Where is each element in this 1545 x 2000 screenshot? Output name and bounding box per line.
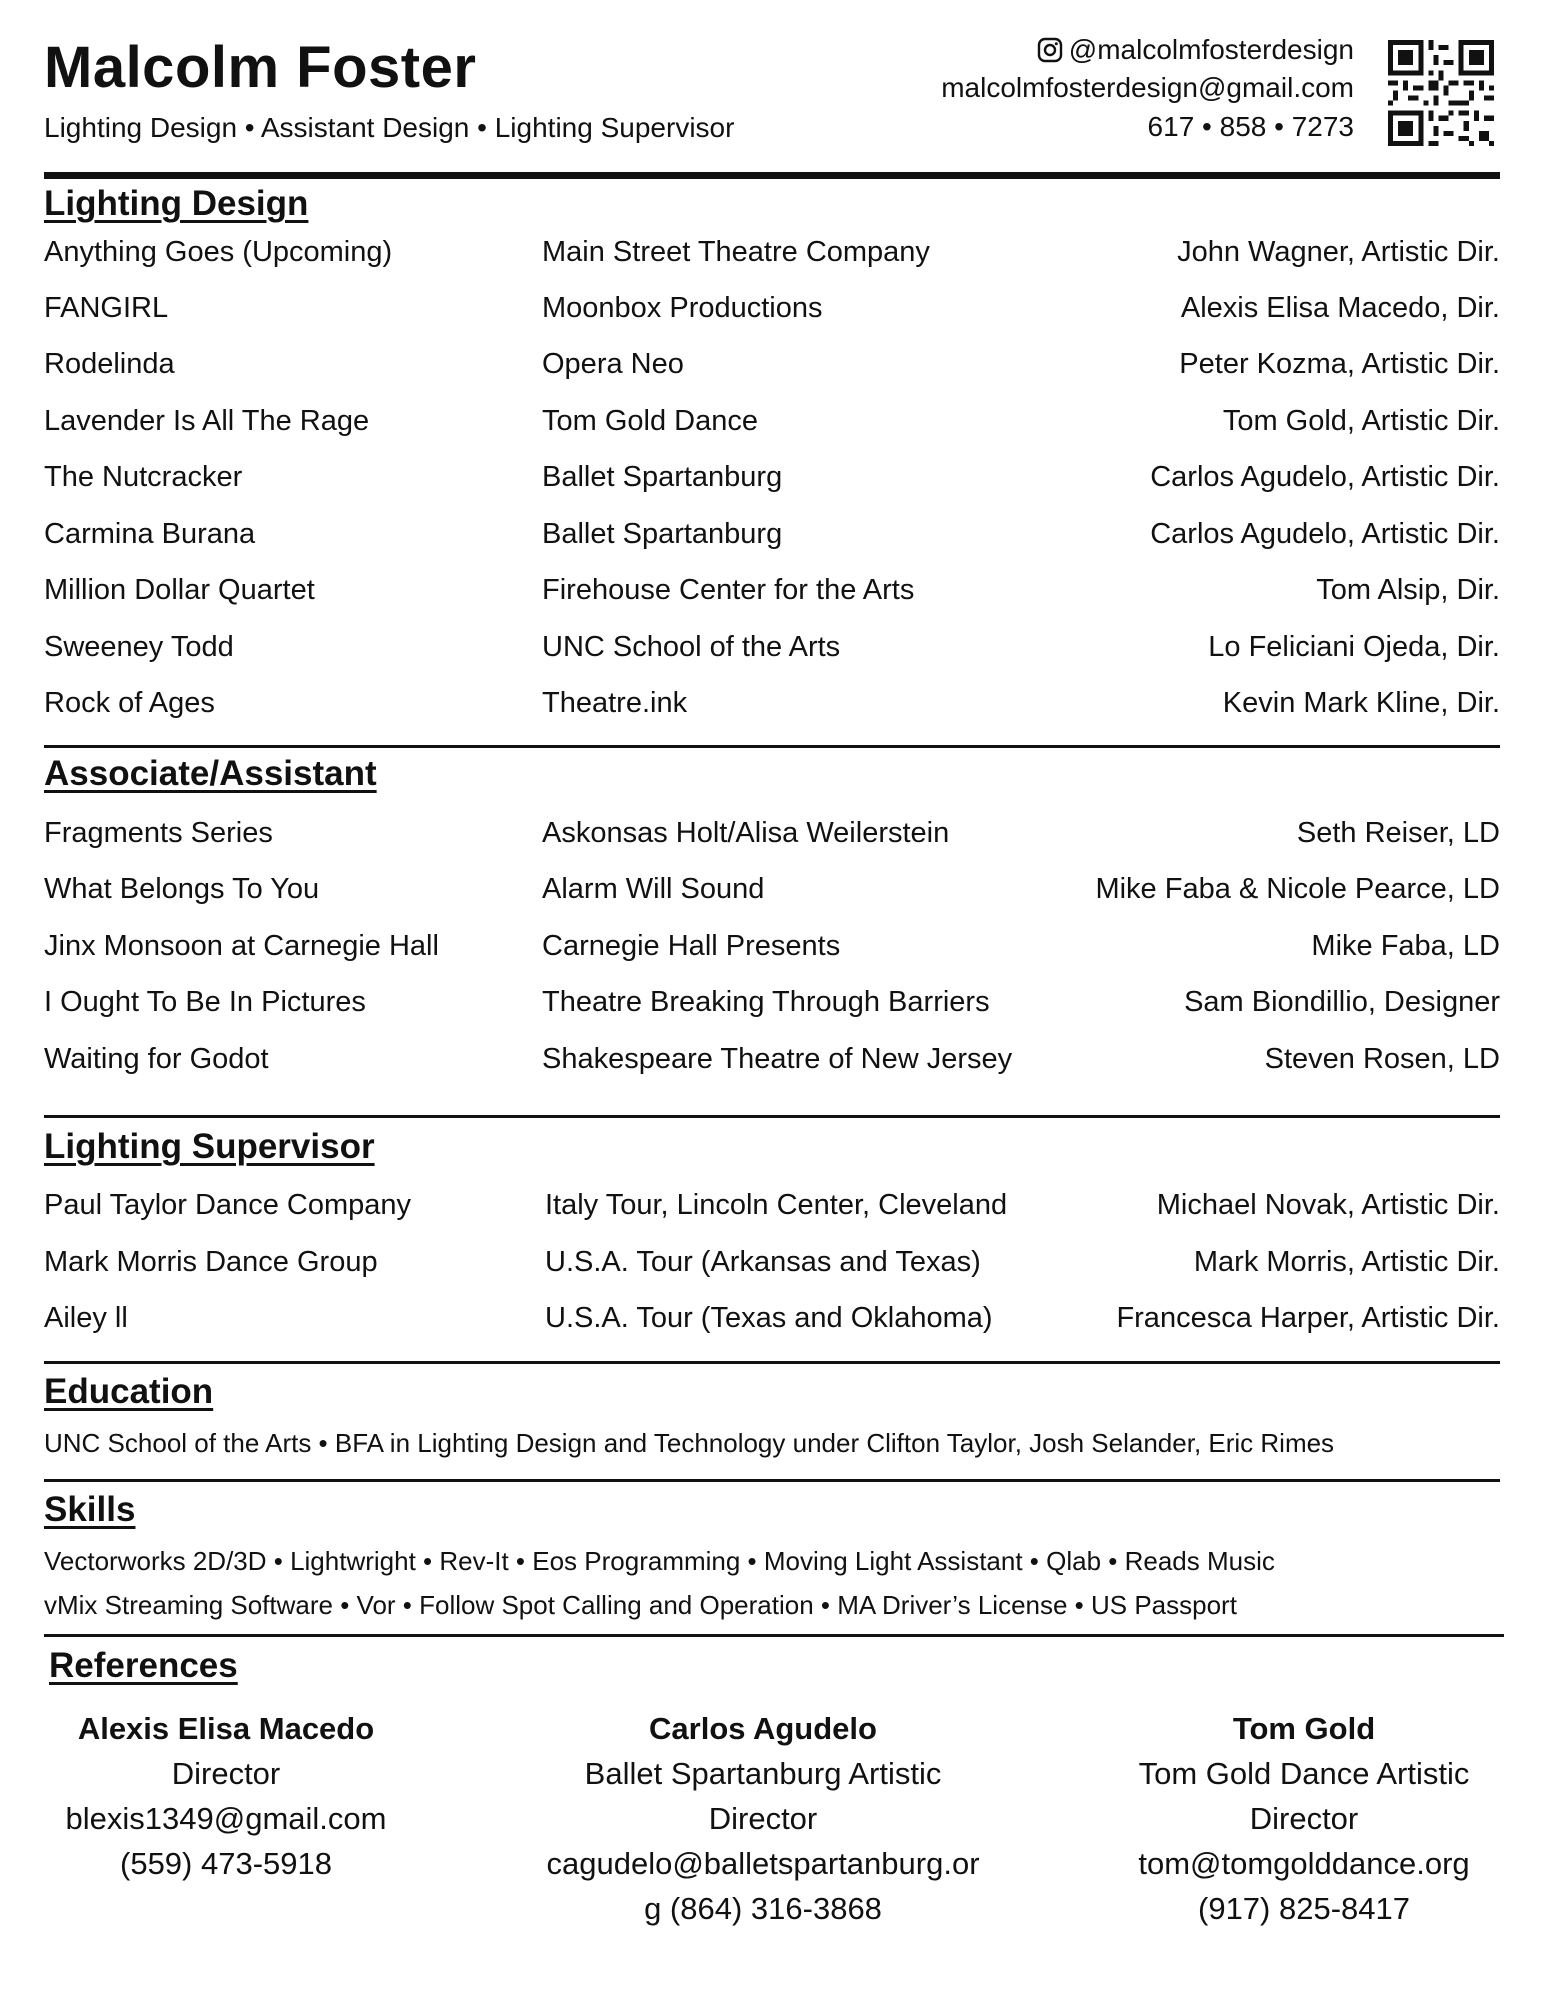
reference-role: Ballet Spartanburg Artistic <box>584 1756 942 1791</box>
company-name: Moonbox Productions <box>542 292 823 324</box>
table-row <box>44 288 1500 328</box>
table-row <box>44 869 1500 909</box>
production-title: Sweeney Todd <box>44 631 234 663</box>
section-title-education <box>44 1370 213 1414</box>
reference-phone[interactable]: (917) 825-8417 <box>1198 1891 1410 1926</box>
table-row <box>44 627 1500 667</box>
section-title-education-text: Education <box>44 1372 214 1411</box>
section-title-lighting-design: Lighting Design <box>44 184 309 223</box>
production-title: Million Dollar Quartet <box>44 574 315 606</box>
production-title: Carmina Burana <box>44 518 256 550</box>
email-contact <box>941 71 1354 105</box>
company-name: Askonsas Holt/Alisa Weilerstein <box>542 817 950 849</box>
reference-role-cont: Director <box>1249 1801 1359 1836</box>
production-title: Anything Goes (Upcoming) <box>44 236 393 268</box>
company-name: Ballet Spartanburg <box>542 518 783 550</box>
production-title: FANGIRL <box>44 292 169 324</box>
resume-name: Malcolm Foster <box>44 35 477 100</box>
tour-details: Italy Tour, Lincoln Center, Cleveland <box>545 1189 1008 1221</box>
table-row <box>44 570 1500 610</box>
production-title: Waiting for Godot <box>44 1043 269 1075</box>
company-name: Main Street Theatre Company <box>542 236 930 268</box>
reference-card <box>6 1706 446 1886</box>
company-name: Ailey ll <box>44 1302 128 1334</box>
table-row <box>44 1039 1500 1079</box>
tour-details: U.S.A. Tour (Texas and Oklahoma) <box>545 1302 993 1334</box>
section-title-references: References <box>49 1646 238 1685</box>
reference-phone[interactable]: (559) 473-5918 <box>120 1846 332 1881</box>
email-address[interactable]: malcolmfosterdesign@gmail.com <box>941 72 1354 103</box>
director-credit: Francesca Harper, Artistic Dir. <box>1116 1302 1500 1334</box>
company-name: Theatre Breaking Through Barriers <box>542 986 990 1018</box>
production-title: Jinx Monsoon at Carnegie Hall <box>44 930 439 962</box>
reference-name: Tom Gold <box>1232 1711 1376 1746</box>
designer-credit: Mike Faba, LD <box>1311 930 1500 962</box>
production-title: Rock of Ages <box>44 687 215 719</box>
designer-credit: Seth Reiser, LD <box>1296 817 1500 849</box>
table-row <box>44 683 1500 723</box>
section-title-skills: Skills <box>44 1490 136 1529</box>
section-divider <box>44 1479 1500 1482</box>
qr-code-icon[interactable] <box>1388 40 1494 146</box>
resume-subtitle: Lighting Design • Assistant Design • Lighting Supervisor <box>44 112 735 143</box>
company-name: Theatre.ink <box>542 687 688 719</box>
instagram-handle[interactable]: @malcolmfosterdesign <box>1068 34 1354 65</box>
company-name: Tom Gold Dance <box>542 405 758 437</box>
table-row <box>44 1242 1500 1282</box>
reference-email[interactable]: cagudelo@balletspartanburg.or <box>546 1846 980 1881</box>
section-title-associate-assistant: Associate/Assistant <box>44 754 377 793</box>
table-row <box>44 813 1500 853</box>
section-divider <box>44 1634 1504 1637</box>
company-name: Opera Neo <box>542 348 684 380</box>
education-text: UNC School of the Arts • BFA in Lighting Design and Technology under Clifton Taylor, Josh Selander, Eric Rimes <box>44 1428 1335 1458</box>
company-name: Shakespeare Theatre of New Jersey <box>542 1043 1013 1075</box>
reference-role: Tom Gold Dance Artistic <box>1138 1756 1470 1791</box>
designer-credit: Sam Biondillio, Designer <box>1184 986 1500 1018</box>
reference-role: Director <box>171 1756 281 1791</box>
reference-name: Carlos Agudelo <box>649 1711 877 1746</box>
company-name: Ballet Spartanburg <box>542 461 783 493</box>
reference-card <box>543 1706 983 1931</box>
company-name: Carnegie Hall Presents <box>542 930 841 962</box>
director-credit: Kevin Mark Kline, Dir. <box>1222 687 1500 719</box>
phone-contact <box>1148 110 1354 144</box>
skills-line-1: Vectorworks 2D/3D • Lightwright • Rev-It • Eos Programming • Moving Light Assistant • Qlab • Reads Music <box>44 1546 1275 1576</box>
company-name: Alarm Will Sound <box>542 873 765 905</box>
company-name: UNC School of the Arts <box>542 631 841 663</box>
table-row <box>44 401 1500 441</box>
header-divider <box>44 172 1500 179</box>
reference-email[interactable]: tom@tomgolddance.org <box>1138 1846 1470 1881</box>
instagram-contact <box>1037 33 1354 67</box>
production-title: Fragments Series <box>44 817 273 849</box>
director-credit: Tom Alsip, Dir. <box>1316 574 1500 606</box>
section-divider <box>44 1361 1500 1364</box>
director-credit: Michael Novak, Artistic Dir. <box>1156 1189 1500 1221</box>
director-credit: Carlos Agudelo, Artistic Dir. <box>1150 518 1500 550</box>
table-row <box>44 344 1500 384</box>
table-row <box>44 457 1500 497</box>
reference-role-cont: Director <box>708 1801 818 1836</box>
phone-number[interactable]: 617 • 858 • 7273 <box>1147 111 1354 142</box>
director-credit: Carlos Agudelo, Artistic Dir. <box>1150 461 1500 493</box>
designer-credit: Mike Faba & Nicole Pearce, LD <box>1095 873 1500 905</box>
reference-email[interactable]: blexis1349@gmail.com <box>65 1801 387 1836</box>
skills-line-2: vMix Streaming Software • Vor • Follow Spot Calling and Operation • MA Driver’s License • US Passport <box>44 1590 1237 1620</box>
table-row <box>44 514 1500 554</box>
section-divider <box>44 1115 1500 1118</box>
designer-credit: Steven Rosen, LD <box>1264 1043 1500 1075</box>
company-name: Paul Taylor Dance Company <box>44 1189 411 1221</box>
table-row <box>44 926 1500 966</box>
director-credit: Tom Gold, Artistic Dir. <box>1222 405 1500 437</box>
table-row <box>44 1298 1500 1338</box>
production-title: What Belongs To You <box>44 873 320 905</box>
table-row <box>44 1185 1500 1225</box>
director-credit: Alexis Elisa Macedo, Dir. <box>1180 292 1500 324</box>
instagram-icon <box>1037 37 1063 63</box>
table-row <box>44 982 1500 1022</box>
section-title-lighting-supervisor: Lighting Supervisor <box>44 1127 375 1166</box>
section-divider <box>44 745 1500 748</box>
director-credit: John Wagner, Artistic Dir. <box>1177 236 1500 268</box>
reference-name: Alexis Elisa Macedo <box>77 1711 375 1746</box>
production-title: I Ought To Be In Pictures <box>44 986 366 1018</box>
company-name: Firehouse Center for the Arts <box>542 574 915 606</box>
director-credit: Mark Morris, Artistic Dir. <box>1193 1246 1500 1278</box>
reference-card <box>1084 1706 1524 1931</box>
table-row <box>44 232 1500 272</box>
production-title: The Nutcracker <box>44 461 243 493</box>
tour-details: U.S.A. Tour (Arkansas and Texas) <box>545 1246 981 1278</box>
production-title: Lavender Is All The Rage <box>44 405 370 437</box>
production-title: Rodelinda <box>44 348 175 380</box>
reference-phone[interactable]: g (864) 316-3868 <box>644 1891 882 1926</box>
company-name: Mark Morris Dance Group <box>44 1246 378 1278</box>
director-credit: Peter Kozma, Artistic Dir. <box>1179 348 1500 380</box>
director-credit: Lo Feliciani Ojeda, Dir. <box>1208 631 1500 663</box>
